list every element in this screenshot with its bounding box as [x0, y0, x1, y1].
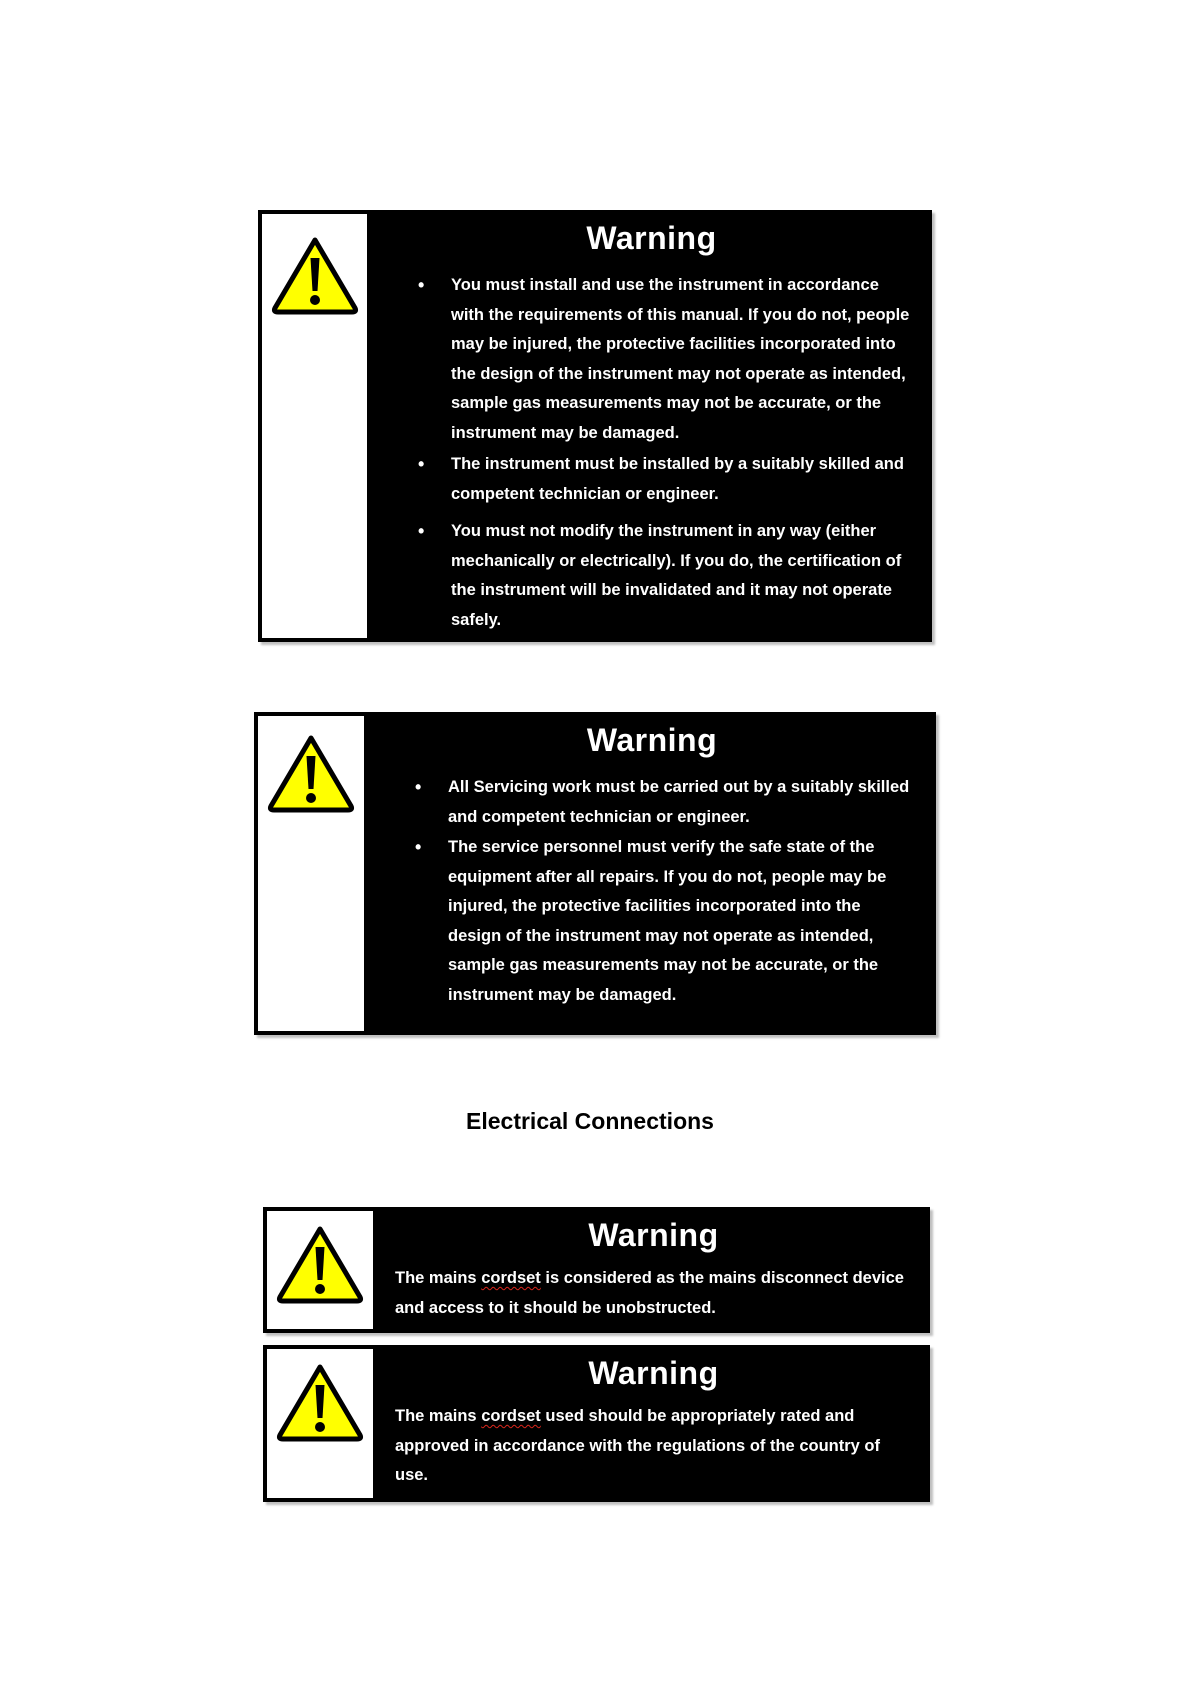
warning-icon-cell: [258, 210, 371, 642]
warning-list: [371, 271, 932, 635]
warning-triangle-icon: [274, 1223, 366, 1305]
warning-item: • The instrument must be installed by a suitably skilled and competent technician or engineer.: [371, 450, 932, 509]
warning-box-servicing: [254, 712, 936, 1035]
warning-text: The mains cordset is considered as the mains disconnect device and access to it should be unobstructed.: [395, 1269, 904, 1317]
warning-box-mains-disconnect: [263, 1207, 930, 1333]
spellcheck-flagged-word: cordset: [481, 1269, 541, 1287]
warning-item: • You must not modify the instrument in any way (either mechanically or electrically). If you do, the certification of the instrument will be invalidated and it may not operate safely.: [371, 517, 932, 635]
warning-icon-cell: [263, 1345, 377, 1502]
warning-triangle-icon: [269, 234, 361, 316]
warning-text: The mains cordset used should be appropriately rated and approved in accordance with the regulations of the country of use.: [395, 1407, 880, 1484]
warning-item: • All Servicing work must be carried out by a suitably skilled and competent technician or engineer.: [368, 773, 936, 832]
warning-list: [368, 773, 936, 1010]
warning-title: Warning: [588, 1355, 719, 1391]
warning-text-panel: [368, 712, 936, 1035]
warning-icon-cell: [263, 1207, 377, 1333]
warning-title: Warning: [588, 1217, 719, 1253]
warning-triangle-icon: [265, 732, 357, 814]
warning-text-panel: [371, 210, 932, 642]
spellcheck-flagged-word: cordset: [481, 1407, 541, 1425]
warning-text-panel: [377, 1345, 930, 1502]
warning-text-panel: [377, 1207, 930, 1333]
warning-title: Warning: [586, 220, 717, 256]
warning-title: Warning: [586, 722, 718, 758]
warning-item: • The service personnel must verify the safe state of the equipment after all repairs. If you do not, people may be injured, the protective facilities incorporated into the design of the instrument may not operate as intended, sample gas measurements may not be accurate, or the instrument may be damaged.: [368, 833, 936, 1010]
warning-icon-cell: [254, 712, 368, 1035]
warning-item: • You must install and use the instrument in accordance with the requirements of this manual. If you do not, people may be injured, the protective facilities incorporated into the design of the instrument may not operate as intended, sample gas measurements may not be accurate, or the instrument may be damaged.: [371, 271, 932, 448]
section-heading: Electrical Connections: [466, 1108, 714, 1134]
warning-box-installation: [258, 210, 932, 642]
warning-box-mains-cordset-rating: [263, 1345, 930, 1502]
warning-triangle-icon: [274, 1361, 366, 1443]
